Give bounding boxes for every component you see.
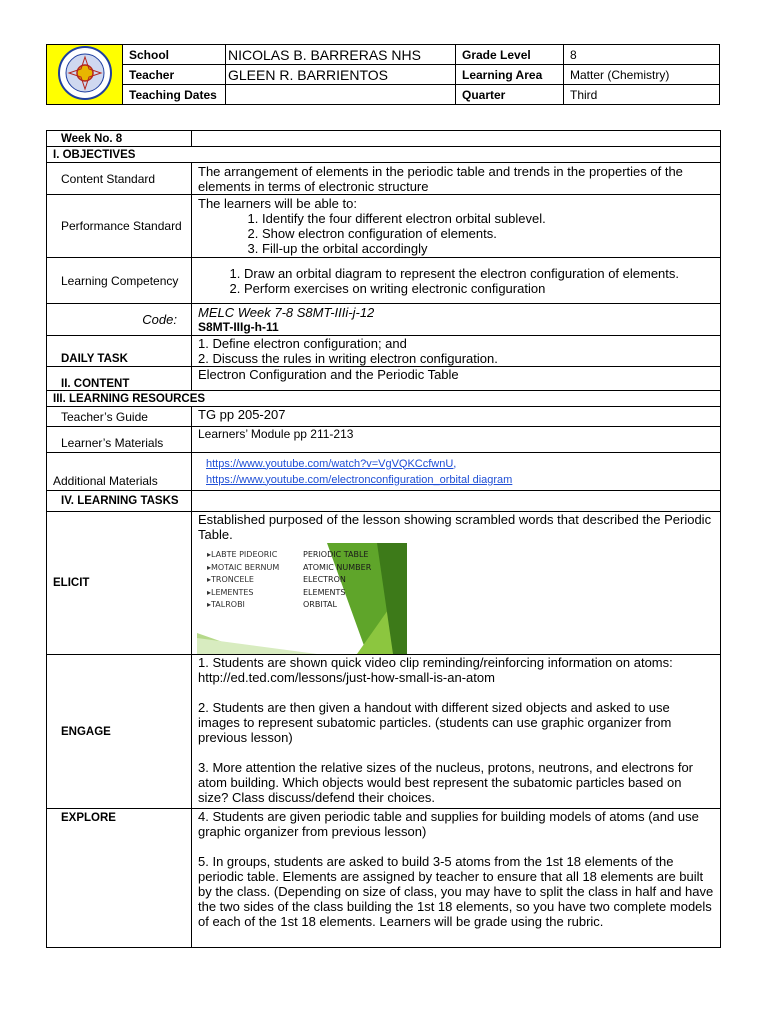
quarter-value: Third [564, 85, 720, 105]
objectives-heading: I. OBJECTIVES [47, 147, 721, 163]
quarter-label: Quarter [456, 85, 564, 105]
scrambled-word: ▸LEMENTES [207, 587, 254, 597]
tasks-heading-value [192, 491, 721, 512]
code-value [192, 304, 721, 336]
tg-label: Teacher’s Guide [47, 407, 192, 427]
resources-heading: III. LEARNING RESOURCES [47, 391, 721, 407]
performance-standard-value [192, 195, 721, 258]
grade-label: Grade Level [456, 45, 564, 65]
dates-value [226, 85, 456, 105]
deped-logo-cell [47, 45, 123, 105]
code-line-1: MELC Week 7-8 S8MT-IIIi-j-12 [198, 304, 375, 320]
tg-value: TG pp 205-207 [192, 407, 721, 427]
daily-task-label: DAILY TASK [47, 336, 192, 367]
competency-list [198, 266, 714, 296]
content-value: Electron Configuration and the Periodic Table [192, 367, 721, 391]
area-label: Learning Area [456, 65, 564, 85]
competency-value [192, 258, 721, 304]
answer-words-list [303, 549, 371, 612]
dates-label: Teaching Dates [123, 85, 226, 105]
lm-value: Learners’ Module pp 211-213 [192, 427, 721, 453]
answer-word: ELEMENTS [303, 587, 346, 597]
teacher-value: GLEEN R. BARRIENTOS [226, 65, 456, 85]
performance-intro: The learners will be able to: [198, 196, 357, 211]
grade-value: 8 [564, 45, 720, 65]
youtube-link-1[interactable]: https://www.youtube.com/watch?v=VgVQKCcfwnU, [206, 457, 457, 470]
elicit-text: Established purposed of the lesson showing scrambled words that described the Periodic Table. [198, 512, 712, 542]
elicit-value [192, 512, 721, 655]
engage-label: ENGAGE [47, 655, 192, 809]
answer-word: ELECTRON [303, 575, 346, 584]
list-item: 1. Identify the four different electron orbital sublevel. [262, 211, 714, 226]
performance-list [198, 211, 714, 256]
daily-task-line-1: 1. Define electron configuration; and [198, 336, 407, 351]
scrambled-word: ▸TALROBI [207, 600, 245, 609]
scrambled-word: ▸TRONCELE [207, 575, 254, 584]
competency-label: Learning Competency [47, 258, 192, 304]
list-item: 2. Perform exercises on writing electronic configuration [244, 281, 714, 296]
tasks-heading: IV. LEARNING TASKS [47, 491, 192, 512]
code-line-2: S8MT-IIIg-h-11 [198, 319, 279, 334]
week-label: Week No. 8 [47, 131, 192, 147]
elicit-label: ELICIT [47, 512, 192, 655]
list-item: 3. Fill-up the orbital accordingly [262, 241, 714, 256]
engage-value [192, 655, 721, 809]
engage-paragraph-3: 3. More attention the relative sizes of the nucleus, protons, neutrons, and electrons for atom building. Which objects would best represent the subatomic particles based on size? Class discuss/defend their choices. [198, 760, 694, 805]
scrambled-word: ▸LABTE PIDEORIC [207, 550, 278, 559]
explore-value [192, 809, 721, 948]
additional-label: Additional Materials [47, 453, 192, 491]
answer-word: ORBITAL [303, 600, 337, 609]
scrambled-words-slide [197, 543, 407, 654]
answer-word: PERIODIC TABLE [303, 550, 369, 559]
lm-label: Learner’s Materials [47, 427, 192, 453]
scrambled-words-list [207, 549, 279, 612]
scrambled-word: ▸MOTAIC BERNUM [207, 562, 280, 572]
engage-paragraph-2: 2. Students are then given a handout with different sized objects and asked to use images to represent subatomic particles. (students can use graphic organizer from previous lesson) [198, 700, 672, 745]
content-standard-label: Content Standard [47, 163, 192, 195]
answer-word: ATOMIC NUMBER [303, 562, 372, 572]
daily-task-value [192, 336, 721, 367]
code-label: Code: [47, 304, 192, 336]
explore-paragraph-2: 5. In groups, students are asked to build 3-5 atoms from the 1st 18 elements of the periodic table. Elements are assigned by teacher to ensure that all 18 elements are built by the class. (Depending on size of class, you may have to split the class in half and have the two sides of the class building the 1st 18 elements, so you have two complete models of each of the 1st 18 elements. Learners will be grade using the rubric. [198, 854, 714, 929]
youtube-link-2[interactable]: https://www.youtube.com/electronconfiguration_orbital diagram [206, 473, 513, 486]
content-standard-value: The arrangement of elements in the periodic table and trends in the properties of the elements in terms of electronic structure [192, 163, 721, 195]
additional-value [192, 453, 721, 491]
list-item: 2. Show electron configuration of elements. [262, 226, 714, 241]
performance-standard-label: Performance Standard [47, 195, 192, 258]
teacher-label: Teacher [123, 65, 226, 85]
content-label: II. CONTENT [47, 367, 192, 391]
engage-paragraph-1: 1. Students are shown quick video clip reminding/reinforcing information on atoms: http://ed.ted.com/lessons/just-how-small-is-an-atom [198, 655, 673, 685]
header-table [46, 44, 720, 105]
daily-task-line-2: 2. Discuss the rules in writing electron configuration. [198, 351, 498, 366]
week-value [192, 131, 721, 147]
school-value: NICOLAS B. BARRERAS NHS [226, 45, 456, 65]
lesson-plan-table [46, 130, 721, 948]
list-item: 1. Draw an orbital diagram to represent the electron configuration of elements. [244, 266, 714, 281]
school-label: School [123, 45, 226, 65]
deped-seal-icon [55, 45, 115, 101]
explore-paragraph-1: 4. Students are given periodic table and supplies for building models of atoms (and use graphic organizer from previous lesson) [198, 809, 699, 839]
explore-label: EXPLORE [47, 809, 192, 948]
area-value: Matter (Chemistry) [564, 65, 720, 85]
